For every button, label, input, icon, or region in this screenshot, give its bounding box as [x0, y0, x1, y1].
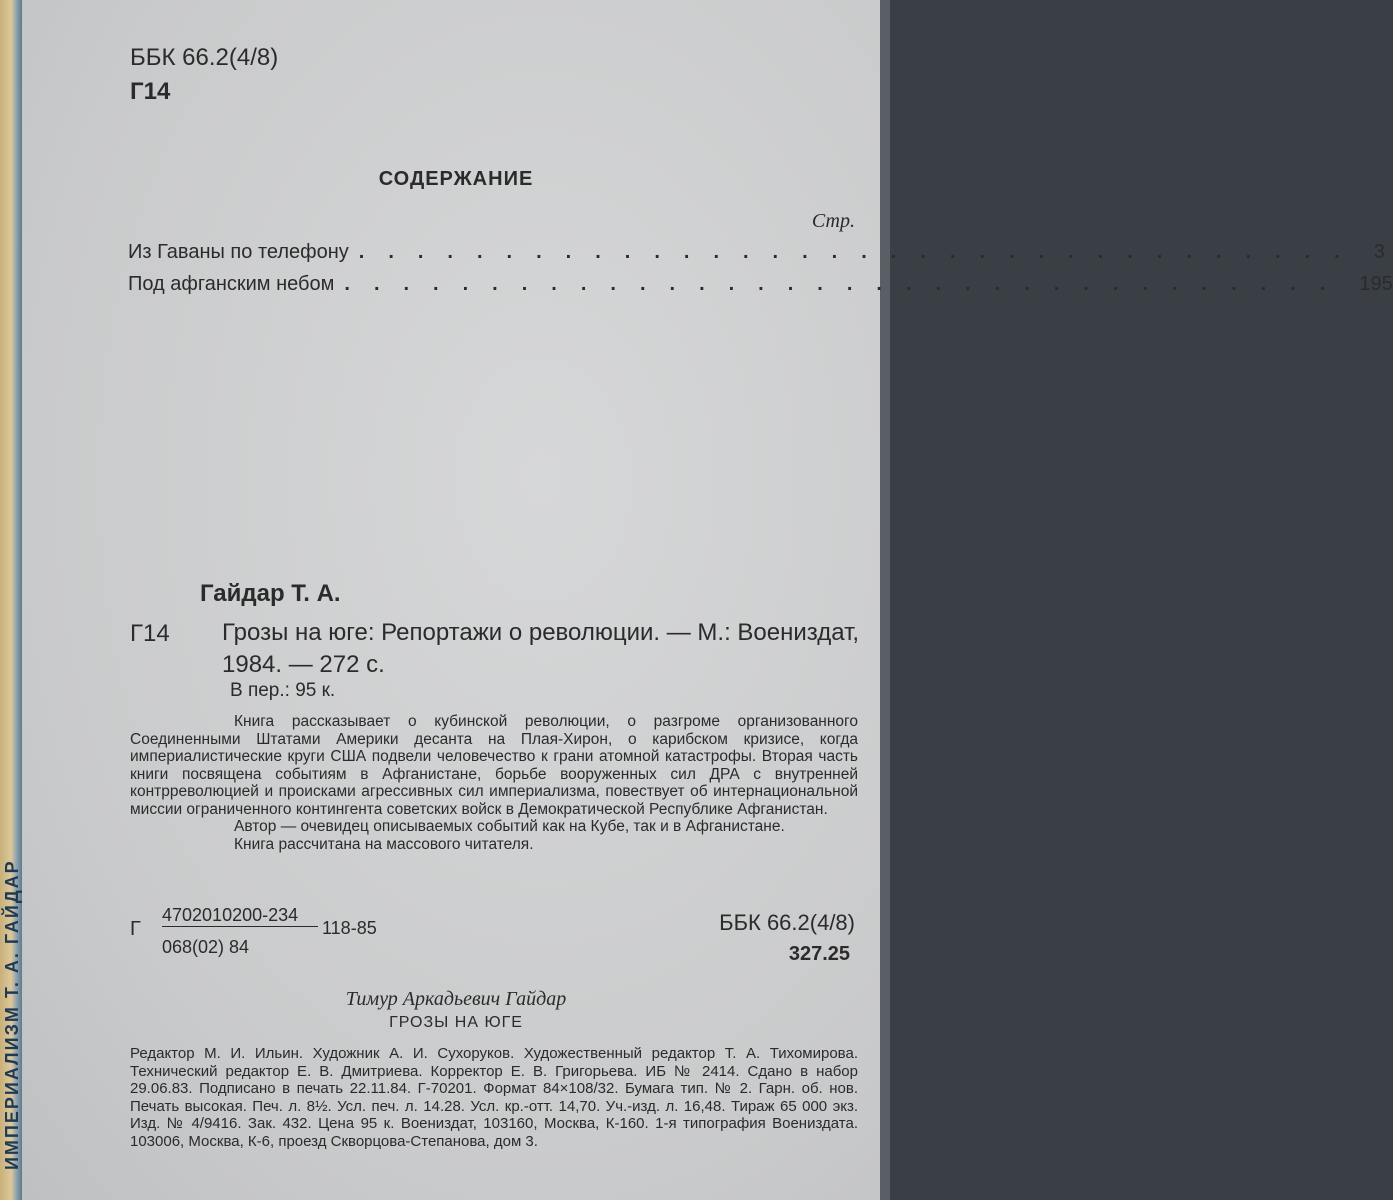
toc-item-page: 3 — [1373, 241, 1385, 263]
book-page — [22, 0, 1393, 1200]
author-full-name: Тимур Аркадьевич Гайдар — [345, 988, 567, 1010]
spine-text: ИМПЕРИАЛИЗМ Т. А. ГАЙДАР — [2, 859, 22, 1170]
annotation — [130, 713, 858, 853]
code-numerator: 4702010200-234 — [162, 905, 318, 927]
annotation-paragraph: Автор — очевидец описываемых событий как на Кубе, так и в Афганистане. — [234, 818, 785, 835]
contents-title: СОДЕРЖАНИЕ — [378, 168, 534, 190]
code-middle: 118-85 — [322, 918, 377, 938]
toc-item — [128, 268, 1393, 296]
bib-index: Г14 — [130, 620, 170, 647]
annotation-paragraph: Книга рассказывает о кубинской революции, о разгроме организованного Соединенными Штатами Америки десанта на Плая-Хирон, о карибском кризисе, когда империалистические круги США подвели человечество к грани атомной катастрофы. Вторая часть книги посвящена событиям в Афганистане, борьбе вооруженных сил ДРА с внутренней контрреволюцией и происками агрессивных сил империализма, повествует об интернациональной миссии ограниченного контингента советских войск в Демократической Республике Афганистан. — [130, 713, 858, 818]
toc-item-page: 195 — [1359, 273, 1393, 295]
code-letter: Г — [130, 918, 141, 940]
bbk-code-secondary: 327.25 — [788, 943, 850, 965]
toc-item-title: Под афганским небом — [128, 273, 335, 295]
author-index: Г14 — [130, 78, 171, 105]
bbk-code-bottom: ББК 66.2(4/8) — [719, 910, 855, 935]
book-title: ГРОЗЫ НА ЮГЕ — [389, 1014, 523, 1031]
annotation-paragraph: Книга рассчитана на массового читателя. — [234, 835, 534, 853]
toc-item-title: Из Гаваны по телефону — [128, 241, 349, 263]
author-name: Гайдар Т. А. — [200, 580, 341, 607]
page-column-label: Стр. — [811, 210, 855, 232]
toc-leader: .................................. — [358, 241, 1364, 263]
bib-price: В пер.: 95 к. — [230, 680, 336, 701]
toc-leader: .................................. — [344, 273, 1350, 295]
imprint: Редактор М. И. Ильин. Художник А. И. Сухоруков. Художественный редактор Т. А. Тихомирова. Технический редактор Е. В. Дмитриева. Корректор Е. В. Григорьева. ИБ № 2414. Сдано в набор 29.06.83. Подписано в печать 22.11.84. Г-70201. Формат 84×108/32. Бумага тип. № 2. Гарн. об. нов. Печать высокая. Печ. л. 8½. Усл. печ. л. 14.28. Усл. кр.-отт. 14,70. Уч.-изд. л. 16,48. Тираж 65 000 экз. Изд. № 4/9416. Зак. 432. Цена 95 к. Воениздат, 103160, Москва, К-160. 1-я типография Воениздата. 103006, Москва, К-6, проезд Скворцова-Степанова, дом 3. — [130, 1045, 858, 1150]
bib-description: Грозы на юге: Репортажи о революции. — М.: Воениздат, 1984. — 272 с. — [222, 619, 860, 678]
code-denominator: 068(02) 84 — [162, 937, 250, 957]
toc-item — [128, 236, 1385, 264]
bbk-code: ББК 66.2(4/8) — [130, 44, 279, 71]
